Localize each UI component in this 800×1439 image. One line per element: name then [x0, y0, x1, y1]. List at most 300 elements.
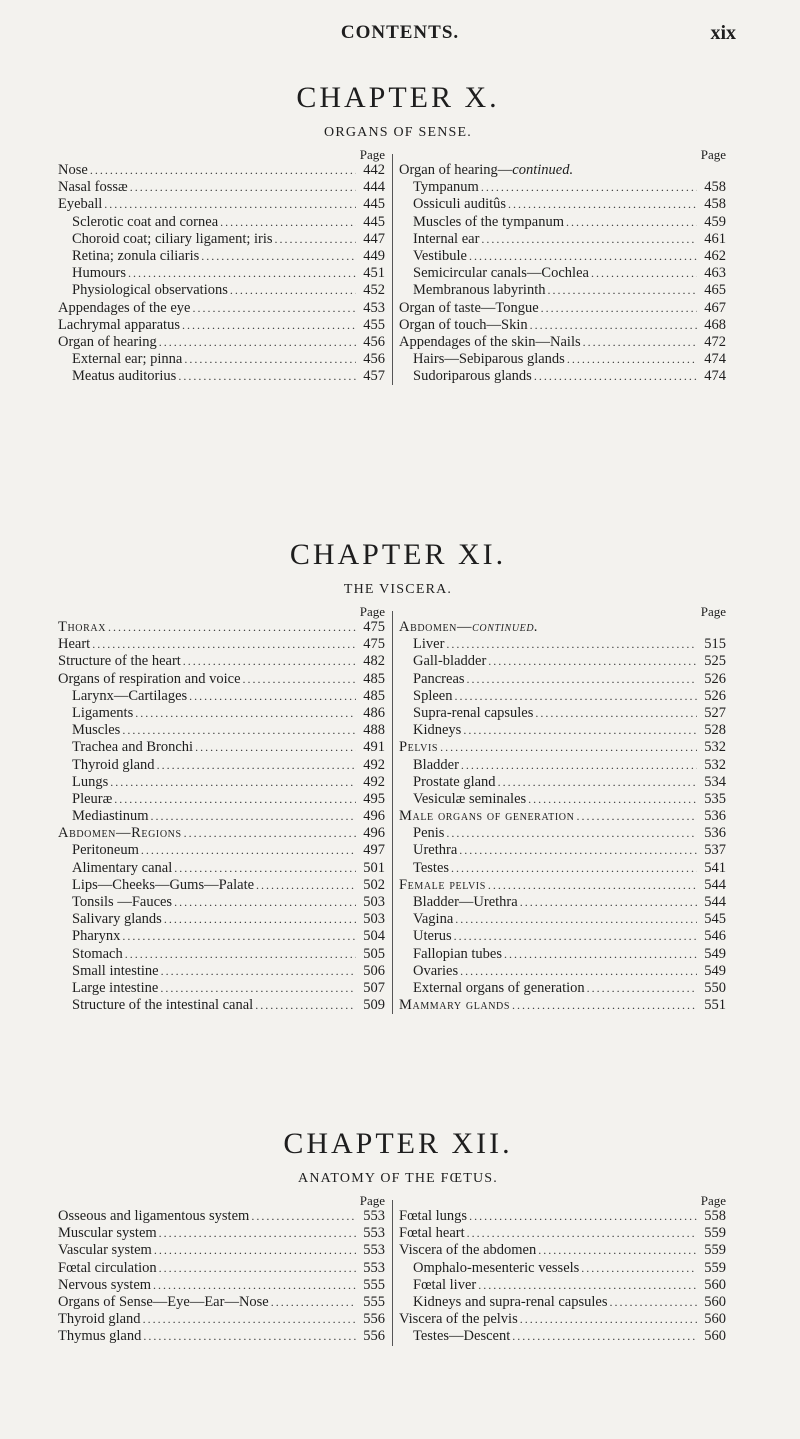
contents-entry — [58, 928, 385, 945]
contents-entry — [399, 282, 726, 299]
entry-page-number: 559 — [704, 1225, 726, 1242]
entry-title: Sclerotic coat and cornea — [72, 213, 219, 230]
entry-title: Thyroid gland — [72, 756, 155, 773]
entry-title: Choroid coat; ciliary ligament; iris — [72, 230, 273, 247]
left-column — [58, 1194, 385, 1346]
contents-entry — [58, 997, 385, 1014]
entry-page-number: 457 — [363, 368, 385, 385]
entry-title: Mediastinum — [72, 808, 149, 825]
entry-page-number: 556 — [363, 1328, 385, 1345]
entry-page-number: 456 — [363, 351, 385, 368]
entry-page-number: 534 — [704, 773, 726, 790]
entry-title: Penis — [413, 825, 445, 842]
entry-title: Fœtal liver — [413, 1276, 477, 1293]
dot-leader — [201, 248, 356, 265]
dot-leader — [528, 791, 697, 808]
entry-page-number: 502 — [363, 876, 385, 893]
entry-title: Kidneys — [413, 722, 462, 739]
dot-leader — [467, 671, 697, 688]
entry-page-number: 491 — [363, 739, 385, 756]
dot-leader — [508, 196, 697, 213]
entry-title: Bladder—Urethra — [413, 894, 518, 910]
dot-leader — [151, 808, 356, 825]
entry-page-number: 509 — [363, 997, 385, 1014]
contents-entry — [58, 757, 385, 774]
contents-entry — [399, 808, 726, 825]
dot-leader — [92, 636, 356, 653]
contents-entry — [399, 351, 726, 368]
contents-entry — [399, 825, 726, 842]
entry-page-number: 463 — [704, 265, 726, 282]
entry-title: Hairs—Sebiparous glands — [413, 351, 565, 368]
entry-page-number: 456 — [363, 333, 385, 350]
entry-page-number: 553 — [363, 1259, 385, 1276]
page-column-header: Page — [700, 147, 726, 162]
contents-entry — [58, 877, 385, 894]
entry-title: Organ of hearing — [58, 333, 157, 350]
dot-leader — [512, 997, 697, 1014]
chapter-xii — [58, 1126, 738, 1346]
entry-title: Muscles — [72, 722, 121, 739]
contents-entry — [58, 317, 385, 334]
dot-leader — [128, 265, 356, 282]
entry-title: Ovaries — [413, 962, 459, 979]
entry-title: Gall-bladder — [413, 653, 487, 670]
dot-leader — [174, 860, 356, 877]
page-column-header: Page — [700, 1193, 726, 1208]
contents-entry — [399, 368, 726, 385]
contents-entry — [399, 1208, 726, 1225]
contents-entry — [58, 671, 385, 688]
dot-leader — [459, 842, 697, 859]
dot-leader — [230, 282, 356, 299]
contents-entry — [399, 636, 726, 653]
contents-entry — [399, 317, 726, 334]
dot-leader — [108, 619, 356, 636]
dot-leader — [566, 214, 697, 231]
dot-leader — [478, 1277, 697, 1294]
dot-leader — [463, 722, 697, 739]
entry-page-number: 553 — [363, 1225, 385, 1242]
entry-title: Pelvis — [399, 739, 439, 756]
contents-entry — [58, 1208, 385, 1225]
page-number: xix — [710, 22, 736, 44]
dot-leader — [271, 1294, 356, 1311]
contents-entry — [399, 739, 726, 756]
entry-page-number: 504 — [363, 928, 385, 945]
dot-leader — [90, 162, 356, 179]
contents-entry — [399, 671, 726, 688]
entry-title: Nervous system — [58, 1276, 152, 1293]
dot-leader — [256, 877, 356, 894]
entry-title: Small intestine — [72, 962, 159, 979]
dot-leader — [576, 808, 697, 825]
dot-leader — [122, 722, 356, 739]
contents-entry — [58, 842, 385, 859]
dot-leader — [125, 946, 356, 963]
entry-title: Testes — [413, 859, 450, 876]
entry-page-number: 550 — [704, 979, 726, 996]
entry-page-number: 503 — [363, 894, 385, 910]
entry-page-number: 532 — [704, 756, 726, 773]
entry-page-number: 526 — [704, 687, 726, 704]
dot-leader — [534, 368, 697, 385]
entry-page-number: 525 — [704, 653, 726, 670]
entry-page-number: 488 — [363, 722, 385, 739]
contents-entry — [58, 688, 385, 705]
dot-leader — [581, 1260, 697, 1277]
dot-leader — [143, 1328, 356, 1345]
dot-leader — [130, 179, 356, 196]
entry-title: Mammary glands — [399, 997, 511, 1014]
contents-entry — [399, 757, 726, 774]
page-column-header: Page — [359, 147, 385, 162]
dot-leader — [512, 1328, 697, 1345]
dot-leader — [110, 774, 356, 791]
contents-entry — [399, 1294, 726, 1311]
contents-entry — [58, 1277, 385, 1294]
entry-page-number: 449 — [363, 247, 385, 264]
entry-title: Salivary glands — [72, 911, 162, 928]
entry-page-number: 541 — [704, 859, 726, 876]
entry-page-number: 444 — [363, 179, 385, 196]
entry-title: Bladder — [413, 756, 459, 773]
dot-leader — [454, 928, 697, 945]
contents-entry — [399, 214, 726, 231]
entry-page-number: 459 — [704, 213, 726, 230]
chapter-subtitle: THE VISCERA. — [343, 582, 453, 597]
entry-page-number: 532 — [704, 739, 726, 756]
entry-title: Viscera of the pelvis — [399, 1311, 518, 1328]
entry-title: Peritoneum — [72, 842, 139, 859]
dot-leader — [195, 739, 356, 756]
running-head — [0, 22, 800, 50]
entry-title: Tympanum — [413, 179, 479, 196]
contents-entry — [399, 842, 726, 859]
entry-title: Pharynx — [72, 928, 121, 945]
column-divider — [392, 611, 393, 1014]
entry-page-number: 492 — [363, 773, 385, 790]
dot-leader — [114, 791, 356, 808]
dot-leader — [255, 997, 356, 1014]
dot-leader — [160, 980, 356, 997]
contents-entry — [58, 351, 385, 368]
entry-title: Fœtal circulation — [58, 1259, 157, 1276]
contents-entry — [58, 911, 385, 928]
dot-leader — [481, 179, 697, 196]
entry-title: Nasal fossæ — [58, 179, 128, 196]
contents-entry — [399, 946, 726, 963]
contents-columns — [58, 148, 738, 385]
dot-leader — [538, 1242, 697, 1259]
contents-entry — [58, 1294, 385, 1311]
entry-title: Organs of respiration and voice — [58, 670, 241, 687]
entry-title: Sudoriparous glands — [413, 368, 532, 385]
contents-entry — [58, 282, 385, 299]
page-column-header: Page — [359, 604, 385, 619]
entry-page-number: 497 — [363, 842, 385, 859]
entry-page-number: 553 — [363, 1242, 385, 1259]
entry-page-number: 536 — [704, 808, 726, 825]
entry-page-number: 560 — [704, 1276, 726, 1293]
dot-leader — [520, 1311, 697, 1328]
contents-entry — [58, 705, 385, 722]
contents-entry — [399, 705, 726, 722]
contents-entry — [58, 300, 385, 317]
entry-page-number: 506 — [363, 962, 385, 979]
contents-entry — [58, 1260, 385, 1277]
dot-leader — [251, 1208, 356, 1225]
contents-entry — [399, 791, 726, 808]
entry-title: Prostate gland — [413, 773, 496, 790]
entry-page-number: 461 — [704, 230, 726, 247]
dot-leader — [591, 265, 697, 282]
entry-title: External organs of generation — [413, 979, 585, 996]
entry-title: Appendages of the skin—Nails — [399, 333, 581, 350]
entry-page-number: 559 — [704, 1242, 726, 1259]
entry-page-number: 465 — [704, 282, 726, 299]
entry-page-number: 501 — [363, 859, 385, 876]
dot-leader — [275, 231, 356, 248]
contents-entry — [399, 248, 726, 265]
contents-entry — [58, 248, 385, 265]
dot-leader — [587, 980, 697, 997]
contents-entry — [399, 722, 726, 739]
entry-page-number: 537 — [704, 842, 726, 859]
page-column-header: Page — [359, 1193, 385, 1208]
entry-page-number: 503 — [363, 911, 385, 928]
dot-leader — [164, 911, 356, 928]
contents-entry — [58, 162, 385, 179]
entry-page-number: 486 — [363, 704, 385, 721]
entry-page-number: 560 — [704, 1293, 726, 1310]
entry-page-number: 559 — [704, 1259, 726, 1276]
contents-entry — [399, 334, 726, 351]
entry-page-number: 462 — [704, 247, 726, 264]
left-column — [58, 605, 385, 1014]
entry-page-number: 495 — [363, 790, 385, 807]
continued-heading: Organ of hearing—continued. — [399, 162, 574, 178]
contents-entry — [399, 179, 726, 196]
contents-entry — [399, 860, 726, 877]
entry-title: Vascular system — [58, 1242, 152, 1259]
entry-title: Uterus — [413, 928, 452, 945]
entry-title: Viscera of the abdomen — [399, 1242, 537, 1259]
entry-page-number: 549 — [704, 945, 726, 962]
contents-entry — [399, 1277, 726, 1294]
entry-page-number: 468 — [704, 316, 726, 333]
contents-entry — [58, 963, 385, 980]
entry-title: Male organs of generation — [399, 808, 575, 825]
chapter-subtitle: ORGANS OF SENSE. — [324, 125, 472, 140]
dot-leader — [159, 1225, 356, 1242]
dot-leader — [535, 705, 697, 722]
dot-leader — [498, 774, 697, 791]
dot-leader — [548, 282, 698, 299]
entry-title: Organ of touch—Skin — [399, 316, 528, 333]
entry-title: Structure of the intestinal canal — [72, 997, 254, 1014]
entry-page-number: 545 — [704, 911, 726, 928]
entry-page-number: 455 — [363, 316, 385, 333]
entry-page-number: 485 — [363, 670, 385, 687]
entry-page-number: 442 — [363, 162, 385, 178]
contents-entry — [399, 877, 726, 894]
contents-entry — [58, 722, 385, 739]
entry-page-number: 546 — [704, 928, 726, 945]
entry-title: Meatus auditorius — [72, 368, 177, 385]
dot-leader — [184, 825, 356, 842]
entry-title: Heart — [58, 636, 91, 653]
entry-page-number: 445 — [363, 213, 385, 230]
dot-leader — [451, 860, 697, 877]
dot-leader — [178, 368, 356, 385]
dot-leader — [183, 653, 356, 670]
entry-title: Vesiculæ seminales — [413, 790, 527, 807]
entry-page-number: 553 — [363, 1208, 385, 1224]
dot-leader — [461, 757, 697, 774]
contents-entry — [399, 1225, 726, 1242]
entry-page-number: 482 — [363, 653, 385, 670]
entry-page-number: 445 — [363, 196, 385, 213]
contents-entry — [399, 300, 726, 317]
entry-page-number: 475 — [363, 619, 385, 635]
contents-entry — [399, 1328, 726, 1345]
contents-entry — [399, 980, 726, 997]
entry-page-number: 474 — [704, 351, 726, 368]
dot-leader — [135, 705, 356, 722]
dot-leader — [520, 894, 697, 911]
dot-leader — [104, 196, 356, 213]
entry-page-number: 551 — [704, 997, 726, 1014]
contents-entry — [399, 911, 726, 928]
dot-leader — [154, 1242, 356, 1259]
contents-entry — [58, 1225, 385, 1242]
entry-page-number: 472 — [704, 333, 726, 350]
entry-page-number: 544 — [704, 876, 726, 893]
entry-title: Nose — [58, 162, 88, 178]
dot-leader — [583, 334, 697, 351]
dot-leader — [446, 825, 697, 842]
dot-leader — [454, 688, 697, 705]
entry-page-number: 528 — [704, 722, 726, 739]
entry-title: Physiological observations — [72, 282, 228, 299]
dot-leader — [184, 351, 356, 368]
dot-leader — [455, 911, 697, 928]
contents-entry — [58, 808, 385, 825]
contents-entry — [58, 636, 385, 653]
contents-columns — [58, 1194, 738, 1346]
entry-title: Ossiculi auditûs — [413, 196, 507, 213]
contents-entry — [58, 1328, 385, 1345]
dot-leader — [141, 842, 356, 859]
entry-page-number: 535 — [704, 790, 726, 807]
chapter-subtitle: ANATOMY OF THE FŒTUS. — [298, 1171, 498, 1186]
entry-title: Osseous and ligamentous system — [58, 1208, 250, 1224]
entry-title: Structure of the heart — [58, 653, 181, 670]
dot-leader — [488, 653, 697, 670]
contents-entry — [58, 231, 385, 248]
dot-leader — [159, 1260, 356, 1277]
entry-page-number: 458 — [704, 179, 726, 196]
entry-title: Vestibule — [413, 247, 467, 264]
entry-page-number: 555 — [363, 1276, 385, 1293]
contents-entry — [58, 334, 385, 351]
chapter-x — [58, 80, 738, 385]
dot-leader — [440, 739, 697, 756]
dot-leader — [541, 300, 697, 317]
contents-entry — [58, 653, 385, 670]
contents-entry — [58, 894, 385, 911]
right-column — [399, 148, 726, 385]
entry-title: Omphalo-mesenteric vessels — [413, 1259, 580, 1276]
contents-entry — [399, 196, 726, 213]
right-column — [399, 605, 726, 1014]
contents-entry — [58, 860, 385, 877]
entry-title: Fœtal lungs — [399, 1208, 468, 1224]
dot-leader — [243, 671, 356, 688]
continued-heading: Abdomen—continued. — [399, 619, 539, 635]
dot-leader — [567, 351, 697, 368]
contents-entry — [58, 739, 385, 756]
entry-page-number: 549 — [704, 962, 726, 979]
entry-page-number: 556 — [363, 1311, 385, 1328]
entry-page-number: 451 — [363, 265, 385, 282]
running-head-title: CONTENTS. — [340, 22, 460, 43]
entry-title: Trachea and Bronchi — [72, 739, 194, 756]
entry-title: Retina; zonula ciliaris — [72, 247, 200, 264]
entry-title: Organs of Sense—Eye—Ear—Nose — [58, 1293, 269, 1310]
dot-leader — [220, 214, 356, 231]
entry-page-number: 505 — [363, 945, 385, 962]
entry-title: External ear; pinna — [72, 351, 183, 368]
entry-title: Large intestine — [72, 979, 159, 996]
contents-entry — [399, 265, 726, 282]
contents-columns — [58, 605, 738, 1014]
entry-page-number: 496 — [363, 808, 385, 825]
entry-title: Testes—Descent — [413, 1328, 511, 1345]
contents-entry — [58, 179, 385, 196]
right-column — [399, 1194, 726, 1346]
entry-title: Muscular system — [58, 1225, 157, 1242]
contents-entry — [399, 997, 726, 1014]
dot-leader — [143, 1311, 356, 1328]
entry-page-number: 447 — [363, 230, 385, 247]
entry-page-number: 526 — [704, 670, 726, 687]
contents-entry — [58, 265, 385, 282]
entry-title: Fallopian tubes — [413, 945, 503, 962]
contents-entry — [58, 619, 385, 636]
chapter-title: CHAPTER XI. — [289, 538, 507, 571]
dot-leader — [504, 946, 697, 963]
column-divider — [392, 1200, 393, 1346]
entry-title: Vagina — [413, 911, 454, 928]
entry-title: Abdomen—Regions — [58, 825, 182, 842]
contents-entry — [58, 774, 385, 791]
entry-page-number: 492 — [363, 756, 385, 773]
dot-leader — [469, 1208, 697, 1225]
entry-title: Tonsils —Fauces — [72, 894, 173, 910]
entry-title: Lachrymal apparatus — [58, 316, 180, 333]
column-divider — [392, 154, 393, 385]
page-column-header: Page — [700, 604, 726, 619]
contents-entry — [399, 1311, 726, 1328]
dot-leader — [161, 963, 356, 980]
entry-page-number: 555 — [363, 1293, 385, 1310]
dot-leader — [153, 1277, 356, 1294]
dot-leader — [488, 877, 697, 894]
entry-title: Urethra — [413, 842, 458, 859]
entry-title: Supra-renal capsules — [413, 704, 534, 721]
